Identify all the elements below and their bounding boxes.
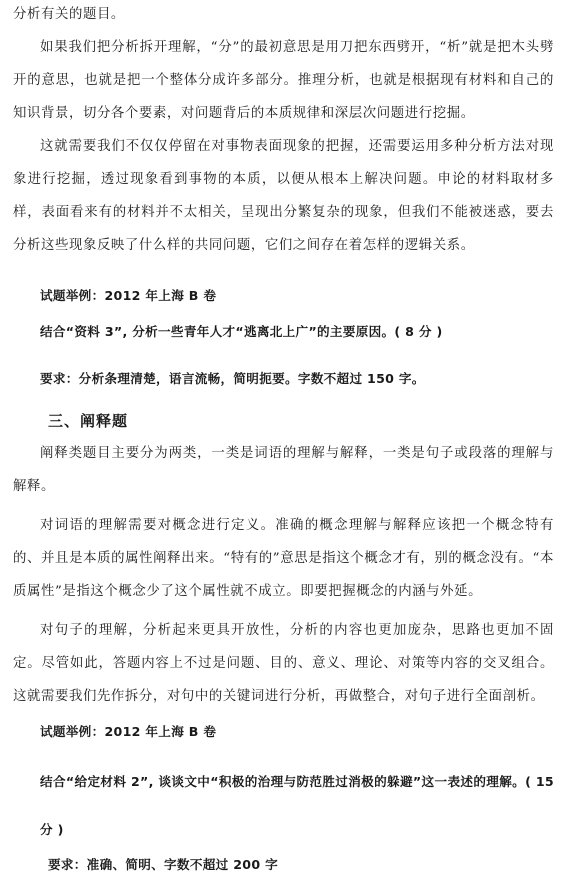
example2-requirement: 要求：准确、简明、字数不超过 200 字: [48, 857, 278, 872]
example1-requirement: 要求：分析条理清楚，语言流畅，简明扼要。字数不超过 150 字。: [40, 371, 425, 386]
paragraph-explain-types: 阐释类题目主要分为两类，一类是词语的理解与解释，一类是句子或段落的理解与解释。: [13, 446, 554, 494]
example2-label: 试题举例：2012 年上海 B 卷: [40, 724, 217, 739]
section-3-heading: 三、阐释题: [48, 412, 129, 430]
paragraph-intro-tail: 分析有关的题目。: [13, 7, 125, 22]
paragraph-analysis-method: 这就需要我们不仅仅停留在对事物表面现象的把握，还需要运用多种分析方法对现象进行挖掘，透过现象看到事物的本质，以便从根本上解决问题。申论的材料取材多样，表面看来有的材料并不太相关，呈现出分繁复杂的现象，但我们不能被迷惑，要去分析这些现象反映了什么样的共同问题，它们之间存在着怎样的逻辑关系。: [13, 139, 554, 253]
paragraph-word-understanding: 对词语的理解需要对概念进行定义。准确的概念理解与解释应该把一个概念特有的、并且是本质的属性阐释出来。“特有的”意思是指这个概念才有，别的概念没有。“本质属性”是指这个概念少了这个属性就不成立。即要把握概念的内涵与外延。: [13, 518, 554, 599]
paragraph-sentence-understanding: 对句子的理解，分析起来更具开放性，分析的内容也更加庞杂，思路也更加不固定。尽管如此，答题内容上不过是问题、目的、意义、理论、对策等内容的交叉组合。这就需要我们先作拆分，对句中的关键词进行分析，再做整合，对句子进行全面剖析。: [13, 623, 554, 704]
paragraph-analysis-meaning: 如果我们把分析拆开理解，“分”的最初意思是用刀把东西劈开，“析”就是把木头劈开的意思，也就是把一个整体分成许多部分。推理分析，也就是根据现有材料和自己的知识背景，切分各个要素，对问题背后的本质规律和深层次问题进行挖掘。: [13, 40, 554, 121]
example1-label: 试题举例：2012 年上海 B 卷: [40, 288, 217, 303]
example1-question: 结合“资料 3”, 分析一些青年人才“逃离北上广”的主要原因。( 8 分 ): [40, 324, 443, 339]
example2-question: 结合“给定材料 2”, 谈谈文中“积极的治理与防范胜过消极的躲避”这一表述的理解。( 15 分 ): [40, 774, 554, 837]
